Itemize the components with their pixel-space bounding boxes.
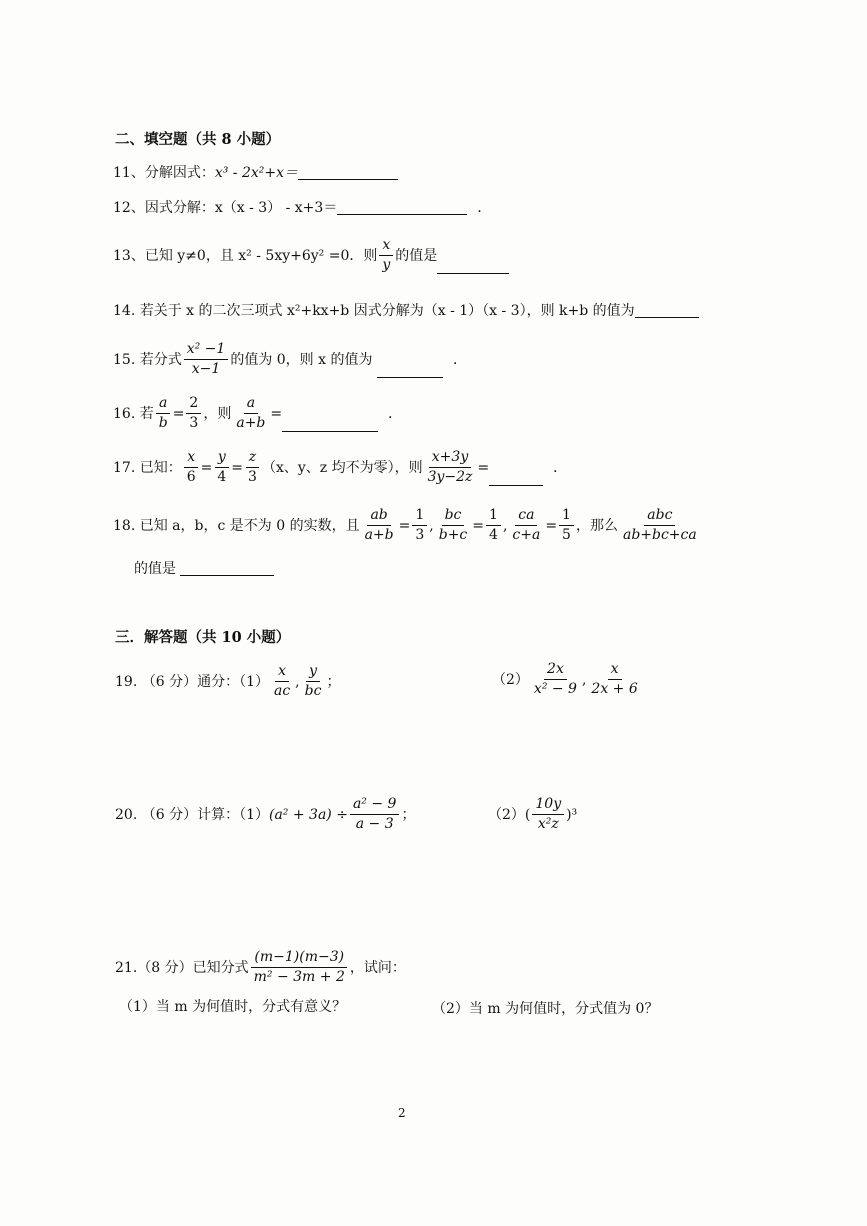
question-19-part-2: （2） $\frac{2x}{\text{x² − 9}}$ , $\frac{x}{2x + 6}$ xyxy=(492,662,643,698)
question-12 xyxy=(113,200,491,215)
fraction-denominator: x²z xyxy=(537,816,559,833)
fraction-denominator: b xyxy=(158,415,168,432)
fraction xyxy=(245,450,260,486)
question-tail: ； xyxy=(326,673,341,690)
fraction-denominator: b+c xyxy=(438,527,468,544)
fraction xyxy=(425,450,476,486)
fraction-denominator: 2x + 6 xyxy=(591,681,638,698)
question-21 xyxy=(115,950,406,986)
fraction xyxy=(531,662,580,698)
fraction-denominator: 6 xyxy=(186,469,196,486)
question-18-line-2 xyxy=(134,561,274,576)
fraction-numerator: bc xyxy=(442,508,465,526)
fraction xyxy=(620,508,700,544)
fraction xyxy=(588,662,640,698)
fraction-numerator: x xyxy=(184,450,198,468)
fraction-numerator: x xyxy=(608,662,622,680)
fraction-denominator: x² − 9 xyxy=(533,681,577,698)
expression: x³ - 2x²+x＝ xyxy=(214,165,299,181)
fraction-numerator: 2x xyxy=(544,662,567,680)
question-21-part-1: （1）当 m 为何值时，分式有意义？ xyxy=(119,999,347,1015)
question-text: 若关于 x 的二次三项式 x²+kx+b 因式分解为（x - 1）（x - 3），则 k+b 的值为 xyxy=(139,303,635,319)
fraction-denominator: 4 xyxy=(217,469,227,486)
fraction-denominator: a+b xyxy=(364,527,394,544)
fraction xyxy=(350,797,400,833)
fraction-numerator: x² −1 xyxy=(184,342,229,360)
equals-sign: = xyxy=(270,405,283,422)
question-text: 已知 y≠0，且 x² - 5xy+6y² =0．则 xyxy=(144,247,378,264)
question-20-part-1 xyxy=(115,797,415,833)
question-pre: 若分式 xyxy=(139,351,182,368)
fraction-denominator: 3 xyxy=(415,527,425,544)
fraction-numerator: x xyxy=(275,664,289,682)
question-tail: ； xyxy=(401,806,416,823)
fraction xyxy=(379,238,393,274)
question-13 xyxy=(113,238,509,274)
question-tail: ． xyxy=(553,459,568,476)
fraction xyxy=(184,450,199,486)
question-15 xyxy=(113,342,467,378)
fraction-numerator: ab xyxy=(367,508,390,526)
question-text: 已知 a，b，c 是不为 0 的实数，且 xyxy=(139,517,360,534)
question-tail: ． xyxy=(477,200,492,216)
fraction-denominator: 3 xyxy=(189,415,199,432)
question-text: 的值为 0，则 x 的值为 xyxy=(230,351,373,368)
fraction-numerator: abc xyxy=(644,508,675,526)
fraction xyxy=(509,508,543,544)
fraction-numerator: y xyxy=(215,450,229,468)
question-16 xyxy=(113,396,402,432)
question-20-part-2 xyxy=(488,797,577,833)
fraction-numerator: ca xyxy=(515,508,537,526)
answer-blank[interactable] xyxy=(437,259,509,274)
answer-blank[interactable] xyxy=(337,200,467,215)
question-tail: 的值是 xyxy=(395,247,438,264)
question-text: 分解因式： xyxy=(144,165,215,181)
fraction-denominator: bc xyxy=(304,683,322,700)
answer-blank[interactable] xyxy=(377,363,443,378)
fraction-numerator: 10y xyxy=(532,797,564,815)
question-tail: ． xyxy=(452,351,467,368)
fraction xyxy=(156,396,171,432)
question-text: （6 分）通分：（1） xyxy=(141,673,269,690)
question-18: 18. 已知 a，b，c 是不为 0 的实数，且 $\frac{ab}{a+b}$ = $\frac{1}{3}$ , $\frac{bc}{b+c}$ = $\frac{1}{4}$ , $\frac{ca}{c+a}$ = $\frac{1}{5}$ ，那么 $\frac{\text{abc}}{ab+bc+ca}$ xyxy=(113,508,702,544)
fraction-denominator: 4 xyxy=(489,527,498,544)
question-text: （8 分）已知分式 xyxy=(137,959,249,976)
question-text: （6 分）计算：（1） xyxy=(141,806,269,823)
fraction-numerator: 2 xyxy=(186,396,201,414)
fraction xyxy=(251,950,348,986)
fraction xyxy=(233,396,268,432)
fraction xyxy=(214,450,229,486)
question-text: （x、y、z 均不为零），则 xyxy=(261,459,423,476)
question-number: 21. xyxy=(115,959,138,976)
open-paren: ( xyxy=(524,806,531,823)
fraction-denominator: 3 xyxy=(248,469,257,486)
question-tail: ． xyxy=(388,405,403,422)
question-number: 16. xyxy=(113,405,136,422)
fraction xyxy=(436,508,471,544)
question-number: 19. xyxy=(115,673,138,690)
fraction-numerator: 1 xyxy=(486,508,501,526)
fraction-denominator: 3y−2z xyxy=(427,469,473,486)
fraction-denominator: ab+bc+ca xyxy=(622,527,697,544)
fraction-denominator: ac xyxy=(273,683,291,700)
part-label: （2） xyxy=(492,671,529,688)
fraction xyxy=(186,396,201,432)
answer-blank[interactable] xyxy=(180,561,274,576)
fraction-denominator: 5 xyxy=(562,527,571,544)
question-pre: 已知： xyxy=(139,459,182,476)
fraction-denominator: a − 3 xyxy=(355,816,394,833)
question-number: 20. xyxy=(115,806,138,823)
answer-blank[interactable] xyxy=(298,165,398,180)
answer-blank[interactable] xyxy=(282,417,378,432)
close-paren-power: )³ xyxy=(566,806,578,823)
equals-sign: = xyxy=(477,459,490,476)
part-label: （2） xyxy=(488,806,525,823)
question-17: 17. 已知： $\frac{x}{6}$ = $\frac{y}{4}$ = $\frac{z}{3}$ （x、y、z 均不为零），则 $\frac{x+3y}{3y-2z}$ = ． xyxy=(113,449,568,486)
section-3-title: 三．解答题（共 10 小题） xyxy=(115,629,291,646)
fraction-numerator: x+3y xyxy=(429,450,471,468)
question-text: 的值是 xyxy=(134,561,176,577)
question-11 xyxy=(113,165,398,180)
question-number: 17. xyxy=(113,459,136,476)
question-number: 11、 xyxy=(113,165,145,181)
fraction-numerator: z xyxy=(246,450,259,468)
question-14 xyxy=(113,303,699,318)
fraction-numerator: (m−1)(m−3) xyxy=(251,950,347,968)
fraction-denominator: y xyxy=(382,257,391,274)
page-number: 2 xyxy=(398,1106,406,1120)
fraction-numerator: y xyxy=(306,664,320,682)
question-number: 15. xyxy=(113,351,136,368)
fraction xyxy=(184,342,229,378)
question-text: ，那么 xyxy=(575,517,618,534)
fraction-numerator: a² − 9 xyxy=(350,797,400,815)
fraction-numerator: a xyxy=(244,396,258,414)
expression: (a² + 3a) ÷ xyxy=(268,806,348,823)
fraction xyxy=(486,508,501,544)
fraction-numerator: 1 xyxy=(412,508,427,526)
fraction xyxy=(362,508,397,544)
question-number: 18. xyxy=(113,517,136,534)
question-number: 14. xyxy=(113,303,136,319)
question-text: ，则 xyxy=(203,405,232,422)
expression: x（x - 3） - x+3＝ xyxy=(214,200,338,216)
fraction-numerator: x xyxy=(379,238,393,256)
section-2-title: 二、填空题（共 8 小题） xyxy=(115,131,281,148)
fraction xyxy=(532,797,564,833)
question-number: 13、 xyxy=(113,247,145,264)
question-tail: ，试问： xyxy=(349,959,406,976)
fraction xyxy=(412,508,427,544)
fraction-denominator: m² − 3m + 2 xyxy=(253,969,345,986)
answer-blank[interactable] xyxy=(635,303,699,318)
answer-blank[interactable] xyxy=(489,471,543,486)
fraction xyxy=(559,508,574,544)
fraction-numerator: a xyxy=(156,396,170,414)
question-pre: 若 xyxy=(139,405,154,422)
question-text: 因式分解： xyxy=(144,200,215,216)
fraction-denominator: a+b xyxy=(236,415,266,432)
fraction-denominator: c+a xyxy=(512,527,541,544)
equals-sign: = xyxy=(172,405,185,422)
question-21-part-2: （2）当 m 为何值时，分式值为 0？ xyxy=(432,1001,659,1017)
question-number: 12、 xyxy=(113,200,145,216)
fraction xyxy=(302,664,325,700)
question-19-part-1: 19. （6 分）通分：（1） $\frac{x}{ac}$ , $\frac{y}{bc}$ ； xyxy=(115,663,341,700)
fraction xyxy=(271,664,293,700)
fraction-denominator: x−1 xyxy=(191,361,221,378)
fraction-numerator: 1 xyxy=(559,508,574,526)
